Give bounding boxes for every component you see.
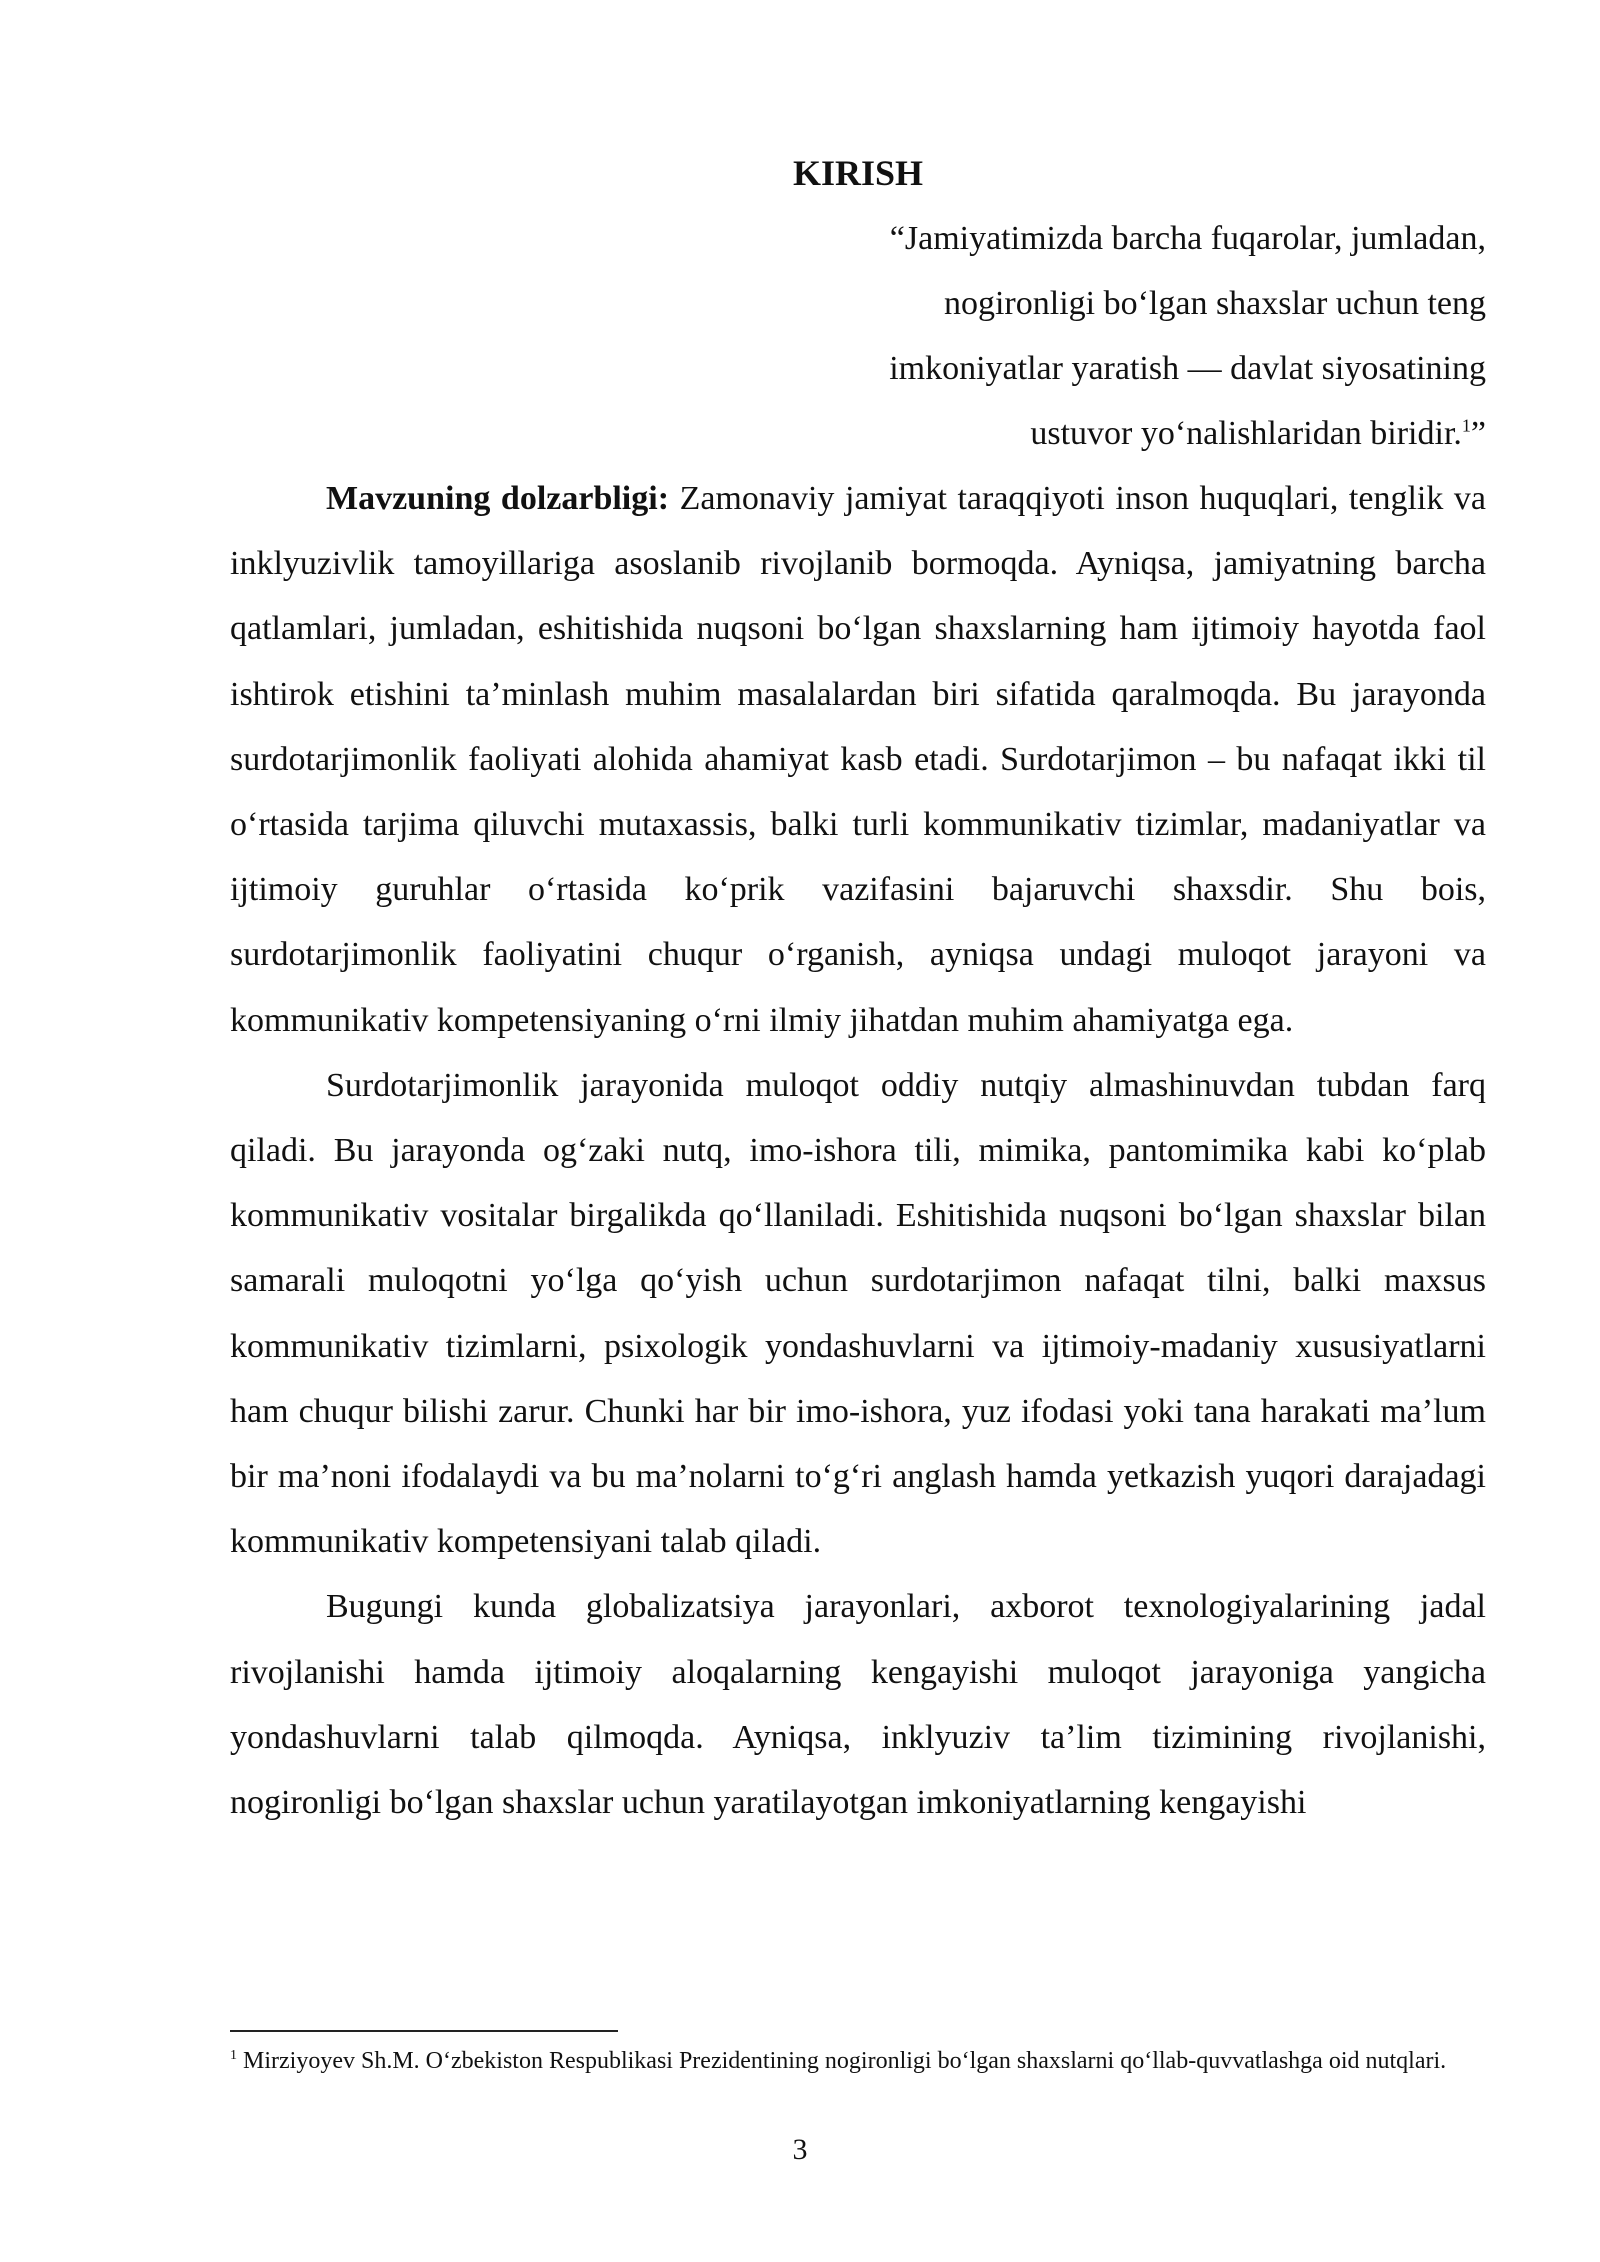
epigraph-quote [230,206,1486,466]
paragraph-text: Zamonaviy jamiyat taraqqiyoti inson huquqlari, tenglik va inklyuzivlik tamoyillariga asoslanib rivojlanib bormoqda. Ayniqsa, jamiyatning barcha qatlamlari, jumladan, eshitishida nuqsoni bo‘lgan shaxslarning ham ijtimoiy hayotda faol ishtirok etishini ta’minlash muhim masalalardan biri sifatida qaralmoqda. Bu jarayonda surdotarjimonlik faoliyati alohida ahamiyat kasb etadi. Surdotarjimon – bu nafaqat ikki til o‘rtasida tarjima qiluvchi mutaxassis, balki turli kommunikativ tizimlar, madaniyatlar va ijtimoiy guruhlar o‘rtasida ko‘prik vazifasini bajaruvchi shaxsdir. Shu bois, surdotarjimonlik faoliyatini chuqur o‘rganish, ayniqsa undagi muloqot jarayoni va kommunikativ kompetensiyaning o‘rni ilmiy jihatdan muhim ahamiyatga ega. [230,480,1486,1039]
body-paragraph: Bugungi kunda globalizatsiya jarayonlari, axborot texnologiyalarining jadal rivojlanishi hamda ijtimoiy aloqalarning kengayishi muloqot jarayoniga yangicha yondashuvlarni talab qilmoqda. Ayniqsa, inklyuziv ta’lim tizimining rivojlanishi, nogironligi bo‘lgan shaxslar uchun yaratilayotgan imkoniyatlarning kengayishi [230,1588,1486,1822]
epigraph-last-line [230,401,1486,466]
footnote-separator [230,2030,618,2032]
body-paragraph-relevance [230,466,1486,1053]
footnote-text: Mirziyoyev Sh.M. O‘zbekiston Respublikasi Prezidentining nogironligi bo‘lgan shaxslarni qo‘llab-quvvatlashga oid nutqlari. [237,2048,1447,2074]
footnote-mark: 1 [230,2048,237,2063]
body-paragraph: Surdotarjimonlik jarayonida muloqot oddiy nutqiy almashinuvdan tubdan farq qiladi. Bu jarayonda og‘zaki nutq, imo-ishora tili, mimika, pantomimika kabi ko‘plab kommunikativ vositalar birgalikda qo‘llaniladi. Eshitishida nuqsoni bo‘lgan shaxslar bilan samarali muloqotni yo‘lga qo‘yish uchun surdotarjimon nafaqat tilni, balki maxsus kommunikativ tizimlarni, psixologik yondashuvlarni va ijtimoiy-madaniy xususiyatlarni ham chuqur bilishi zarur. Chunki har bir imo-ishora, yuz ifodasi yoki tana harakati ma’lum bir ma’noni ifodalaydi va bu ma’nolarni to‘g‘ri anglash hamda yetkazish yuqori darajadagi kommunikativ kompetensiyani talab qiladi. [230,1066,1486,1561]
footnote [230,2046,1486,2077]
epigraph-line: ustuvor yo‘nalishlaridan biridir. [1030,415,1462,452]
closing-quote: ” [1470,415,1486,452]
footnote-reference[interactable]: 1 [1461,415,1471,436]
page-number: 3 [792,2133,808,2166]
section-heading: KIRISH [792,153,924,193]
document-page [230,140,1486,1835]
epigraph-line: imkoniyatlar yaratish — davlat siyosatining [889,350,1486,387]
epigraph-line: “Jamiyatimizda barcha fuqarolar, jumladan, [889,220,1486,257]
paragraph-lead: Mavzuning dolzarbligi: [326,480,670,517]
epigraph-line: nogironligi bo‘lgan shaxslar uchun teng [943,285,1486,322]
